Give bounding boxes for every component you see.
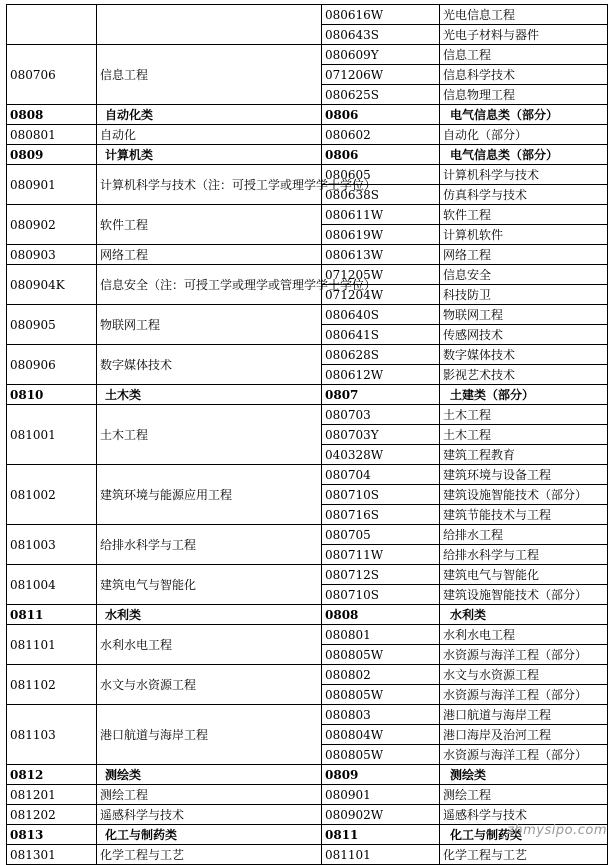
name-cell: 测绘工程 <box>97 785 322 805</box>
old-name-cell: 光电子材料与器件 <box>440 25 608 45</box>
old-category-code: 0807 <box>322 385 440 405</box>
table-row <box>7 345 608 365</box>
name-cell <box>97 5 322 45</box>
old-name-cell: 自动化（部分） <box>440 125 608 145</box>
table-row <box>7 5 608 25</box>
category-name: 测绘类 <box>97 765 322 785</box>
old-name-cell: 传感网技术 <box>440 325 608 345</box>
category-code: 0812 <box>7 765 97 785</box>
old-code-cell: 080805W <box>322 645 440 665</box>
code-cell: 081001 <box>7 405 97 465</box>
category-row <box>7 385 608 405</box>
code-cell: 080902 <box>7 205 97 245</box>
old-name-cell: 建筑设施智能技术（部分） <box>440 585 608 605</box>
old-name-cell: 科技防卫 <box>440 285 608 305</box>
code-cell: 080904K <box>7 265 97 305</box>
old-category-code: 0808 <box>322 605 440 625</box>
old-name-cell: 给排水科学与工程 <box>440 545 608 565</box>
old-name-cell: 物联网工程 <box>440 305 608 325</box>
table-row <box>7 845 608 865</box>
table-row <box>7 405 608 425</box>
old-name-cell: 水资源与海洋工程（部分） <box>440 645 608 665</box>
name-cell: 水利水电工程 <box>97 625 322 665</box>
category-code: 0810 <box>7 385 97 405</box>
code-cell: 080706 <box>7 45 97 105</box>
name-cell: 信息工程 <box>97 45 322 105</box>
old-name-cell: 建筑工程教育 <box>440 445 608 465</box>
major-mapping-table <box>6 4 608 865</box>
old-name-cell: 光电信息工程 <box>440 5 608 25</box>
old-code-cell: 080641S <box>322 325 440 345</box>
name-cell: 建筑环境与能源应用工程 <box>97 465 322 525</box>
old-name-cell: 软件工程 <box>440 205 608 225</box>
old-name-cell: 给排水工程 <box>440 525 608 545</box>
category-row <box>7 105 608 125</box>
old-name-cell: 遥感科学与技术 <box>440 805 608 825</box>
old-name-cell: 建筑环境与设备工程 <box>440 465 608 485</box>
old-name-cell: 水资源与海洋工程（部分） <box>440 685 608 705</box>
old-category-name: 水利类 <box>440 605 608 625</box>
code-cell: 080906 <box>7 345 97 385</box>
table-row <box>7 785 608 805</box>
old-code-cell: 080801 <box>322 625 440 645</box>
table-row <box>7 125 608 145</box>
old-name-cell: 港口航道与海岸工程 <box>440 705 608 725</box>
old-code-cell: 080710S <box>322 485 440 505</box>
old-code-cell: 080625S <box>322 85 440 105</box>
name-cell: 自动化 <box>97 125 322 145</box>
old-name-cell: 水文与水资源工程 <box>440 665 608 685</box>
old-name-cell: 建筑节能技术与工程 <box>440 505 608 525</box>
name-cell: 软件工程 <box>97 205 322 245</box>
old-code-cell: 080616W <box>322 5 440 25</box>
old-code-cell: 080711W <box>322 545 440 565</box>
old-name-cell: 计算机软件 <box>440 225 608 245</box>
old-code-cell: 080638S <box>322 185 440 205</box>
category-row <box>7 145 608 165</box>
old-code-cell: 080902W <box>322 805 440 825</box>
old-category-code: 0809 <box>322 765 440 785</box>
old-code-cell: 080712S <box>322 565 440 585</box>
name-cell: 建筑电气与智能化 <box>97 565 322 605</box>
code-cell: 080901 <box>7 165 97 205</box>
code-cell: 081102 <box>7 665 97 705</box>
category-code: 0809 <box>7 145 97 165</box>
table-row <box>7 465 608 485</box>
old-category-code: 0811 <box>322 825 440 845</box>
old-category-name: 电气信息类（部分） <box>440 105 608 125</box>
table-row <box>7 165 608 185</box>
old-name-cell: 数字媒体技术 <box>440 345 608 365</box>
code-cell: 081202 <box>7 805 97 825</box>
old-name-cell: 测绘工程 <box>440 785 608 805</box>
name-cell: 水文与水资源工程 <box>97 665 322 705</box>
old-code-cell: 080605 <box>322 165 440 185</box>
name-cell: 港口航道与海岸工程 <box>97 705 322 765</box>
old-code-cell: 080805W <box>322 685 440 705</box>
name-cell: 网络工程 <box>97 245 322 265</box>
old-code-cell: 080619W <box>322 225 440 245</box>
code-cell: 081003 <box>7 525 97 565</box>
old-code-cell: 080628S <box>322 345 440 365</box>
old-code-cell: 080901 <box>322 785 440 805</box>
old-code-cell: 080716S <box>322 505 440 525</box>
old-code-cell: 040328W <box>322 445 440 465</box>
code-cell: 080905 <box>7 305 97 345</box>
old-code-cell: 071206W <box>322 65 440 85</box>
table-row <box>7 525 608 545</box>
code-cell: 080801 <box>7 125 97 145</box>
category-name: 化工与制药类 <box>97 825 322 845</box>
old-code-cell: 080602 <box>322 125 440 145</box>
code-cell: 081004 <box>7 565 97 605</box>
old-name-cell: 信息安全 <box>440 265 608 285</box>
category-row <box>7 765 608 785</box>
category-name: 计算机类 <box>97 145 322 165</box>
site-watermark: zhmysipo.com <box>507 823 607 838</box>
old-code-cell: 080804W <box>322 725 440 745</box>
name-cell: 信息安全（注：可授工学或理学或管理学学士学位） <box>97 265 322 305</box>
category-code: 0808 <box>7 105 97 125</box>
name-cell: 数字媒体技术 <box>97 345 322 385</box>
old-code-cell: 071205W <box>322 265 440 285</box>
old-code-cell: 080613W <box>322 245 440 265</box>
old-code-cell: 080643S <box>322 25 440 45</box>
old-name-cell: 水资源与海洋工程（部分） <box>440 745 608 765</box>
old-code-cell: 080612W <box>322 365 440 385</box>
table-row <box>7 45 608 65</box>
code-cell: 081002 <box>7 465 97 525</box>
old-code-cell: 080803 <box>322 705 440 725</box>
old-name-cell: 计算机科学与技术 <box>440 165 608 185</box>
table-row <box>7 705 608 725</box>
table-row <box>7 665 608 685</box>
category-name: 土木类 <box>97 385 322 405</box>
table-row <box>7 205 608 225</box>
code-cell <box>7 5 97 45</box>
old-category-name: 电气信息类（部分） <box>440 145 608 165</box>
category-code: 0811 <box>7 605 97 625</box>
old-code-cell: 080705 <box>322 525 440 545</box>
code-cell: 080903 <box>7 245 97 265</box>
code-cell: 081103 <box>7 705 97 765</box>
old-category-code: 0806 <box>322 105 440 125</box>
old-code-cell: 080703 <box>322 405 440 425</box>
category-code: 0813 <box>7 825 97 845</box>
old-name-cell: 仿真科学与技术 <box>440 185 608 205</box>
old-name-cell: 水利水电工程 <box>440 625 608 645</box>
table-row <box>7 245 608 265</box>
old-code-cell: 071204W <box>322 285 440 305</box>
category-row <box>7 605 608 625</box>
name-cell: 计算机科学与技术（注：可授工学或理学学士学位） <box>97 165 322 205</box>
table-row <box>7 805 608 825</box>
table-row <box>7 565 608 585</box>
name-cell: 给排水科学与工程 <box>97 525 322 565</box>
old-name-cell: 影视艺术技术 <box>440 365 608 385</box>
table-row <box>7 625 608 645</box>
old-category-name: 测绘类 <box>440 765 608 785</box>
old-code-cell: 080611W <box>322 205 440 225</box>
name-cell: 化学工程与工艺 <box>97 845 322 865</box>
old-name-cell: 土木工程 <box>440 425 608 445</box>
old-name-cell: 化学工程与工艺 <box>440 845 608 865</box>
category-name: 自动化类 <box>97 105 322 125</box>
old-name-cell: 建筑设施智能技术（部分） <box>440 485 608 505</box>
old-code-cell: 080703Y <box>322 425 440 445</box>
old-name-cell: 信息科学技术 <box>440 65 608 85</box>
old-code-cell: 081101 <box>322 845 440 865</box>
old-code-cell: 080802 <box>322 665 440 685</box>
old-code-cell: 080805W <box>322 745 440 765</box>
category-name: 水利类 <box>97 605 322 625</box>
old-code-cell: 080710S <box>322 585 440 605</box>
name-cell: 土木工程 <box>97 405 322 465</box>
old-code-cell: 080640S <box>322 305 440 325</box>
old-category-code: 0806 <box>322 145 440 165</box>
code-cell: 081201 <box>7 785 97 805</box>
old-category-name: 化工与制药类 <box>440 825 608 845</box>
old-name-cell: 建筑电气与智能化 <box>440 565 608 585</box>
old-code-cell: 080704 <box>322 465 440 485</box>
old-name-cell: 土木工程 <box>440 405 608 425</box>
old-name-cell: 信息物理工程 <box>440 85 608 105</box>
old-category-name: 土建类（部分） <box>440 385 608 405</box>
old-name-cell: 网络工程 <box>440 245 608 265</box>
code-cell: 081101 <box>7 625 97 665</box>
old-code-cell: 080609Y <box>322 45 440 65</box>
code-cell: 081301 <box>7 845 97 865</box>
table-row <box>7 265 608 285</box>
name-cell: 物联网工程 <box>97 305 322 345</box>
old-name-cell: 信息工程 <box>440 45 608 65</box>
old-name-cell: 港口海岸及治河工程 <box>440 725 608 745</box>
table-row <box>7 305 608 325</box>
name-cell: 遥感科学与技术 <box>97 805 322 825</box>
